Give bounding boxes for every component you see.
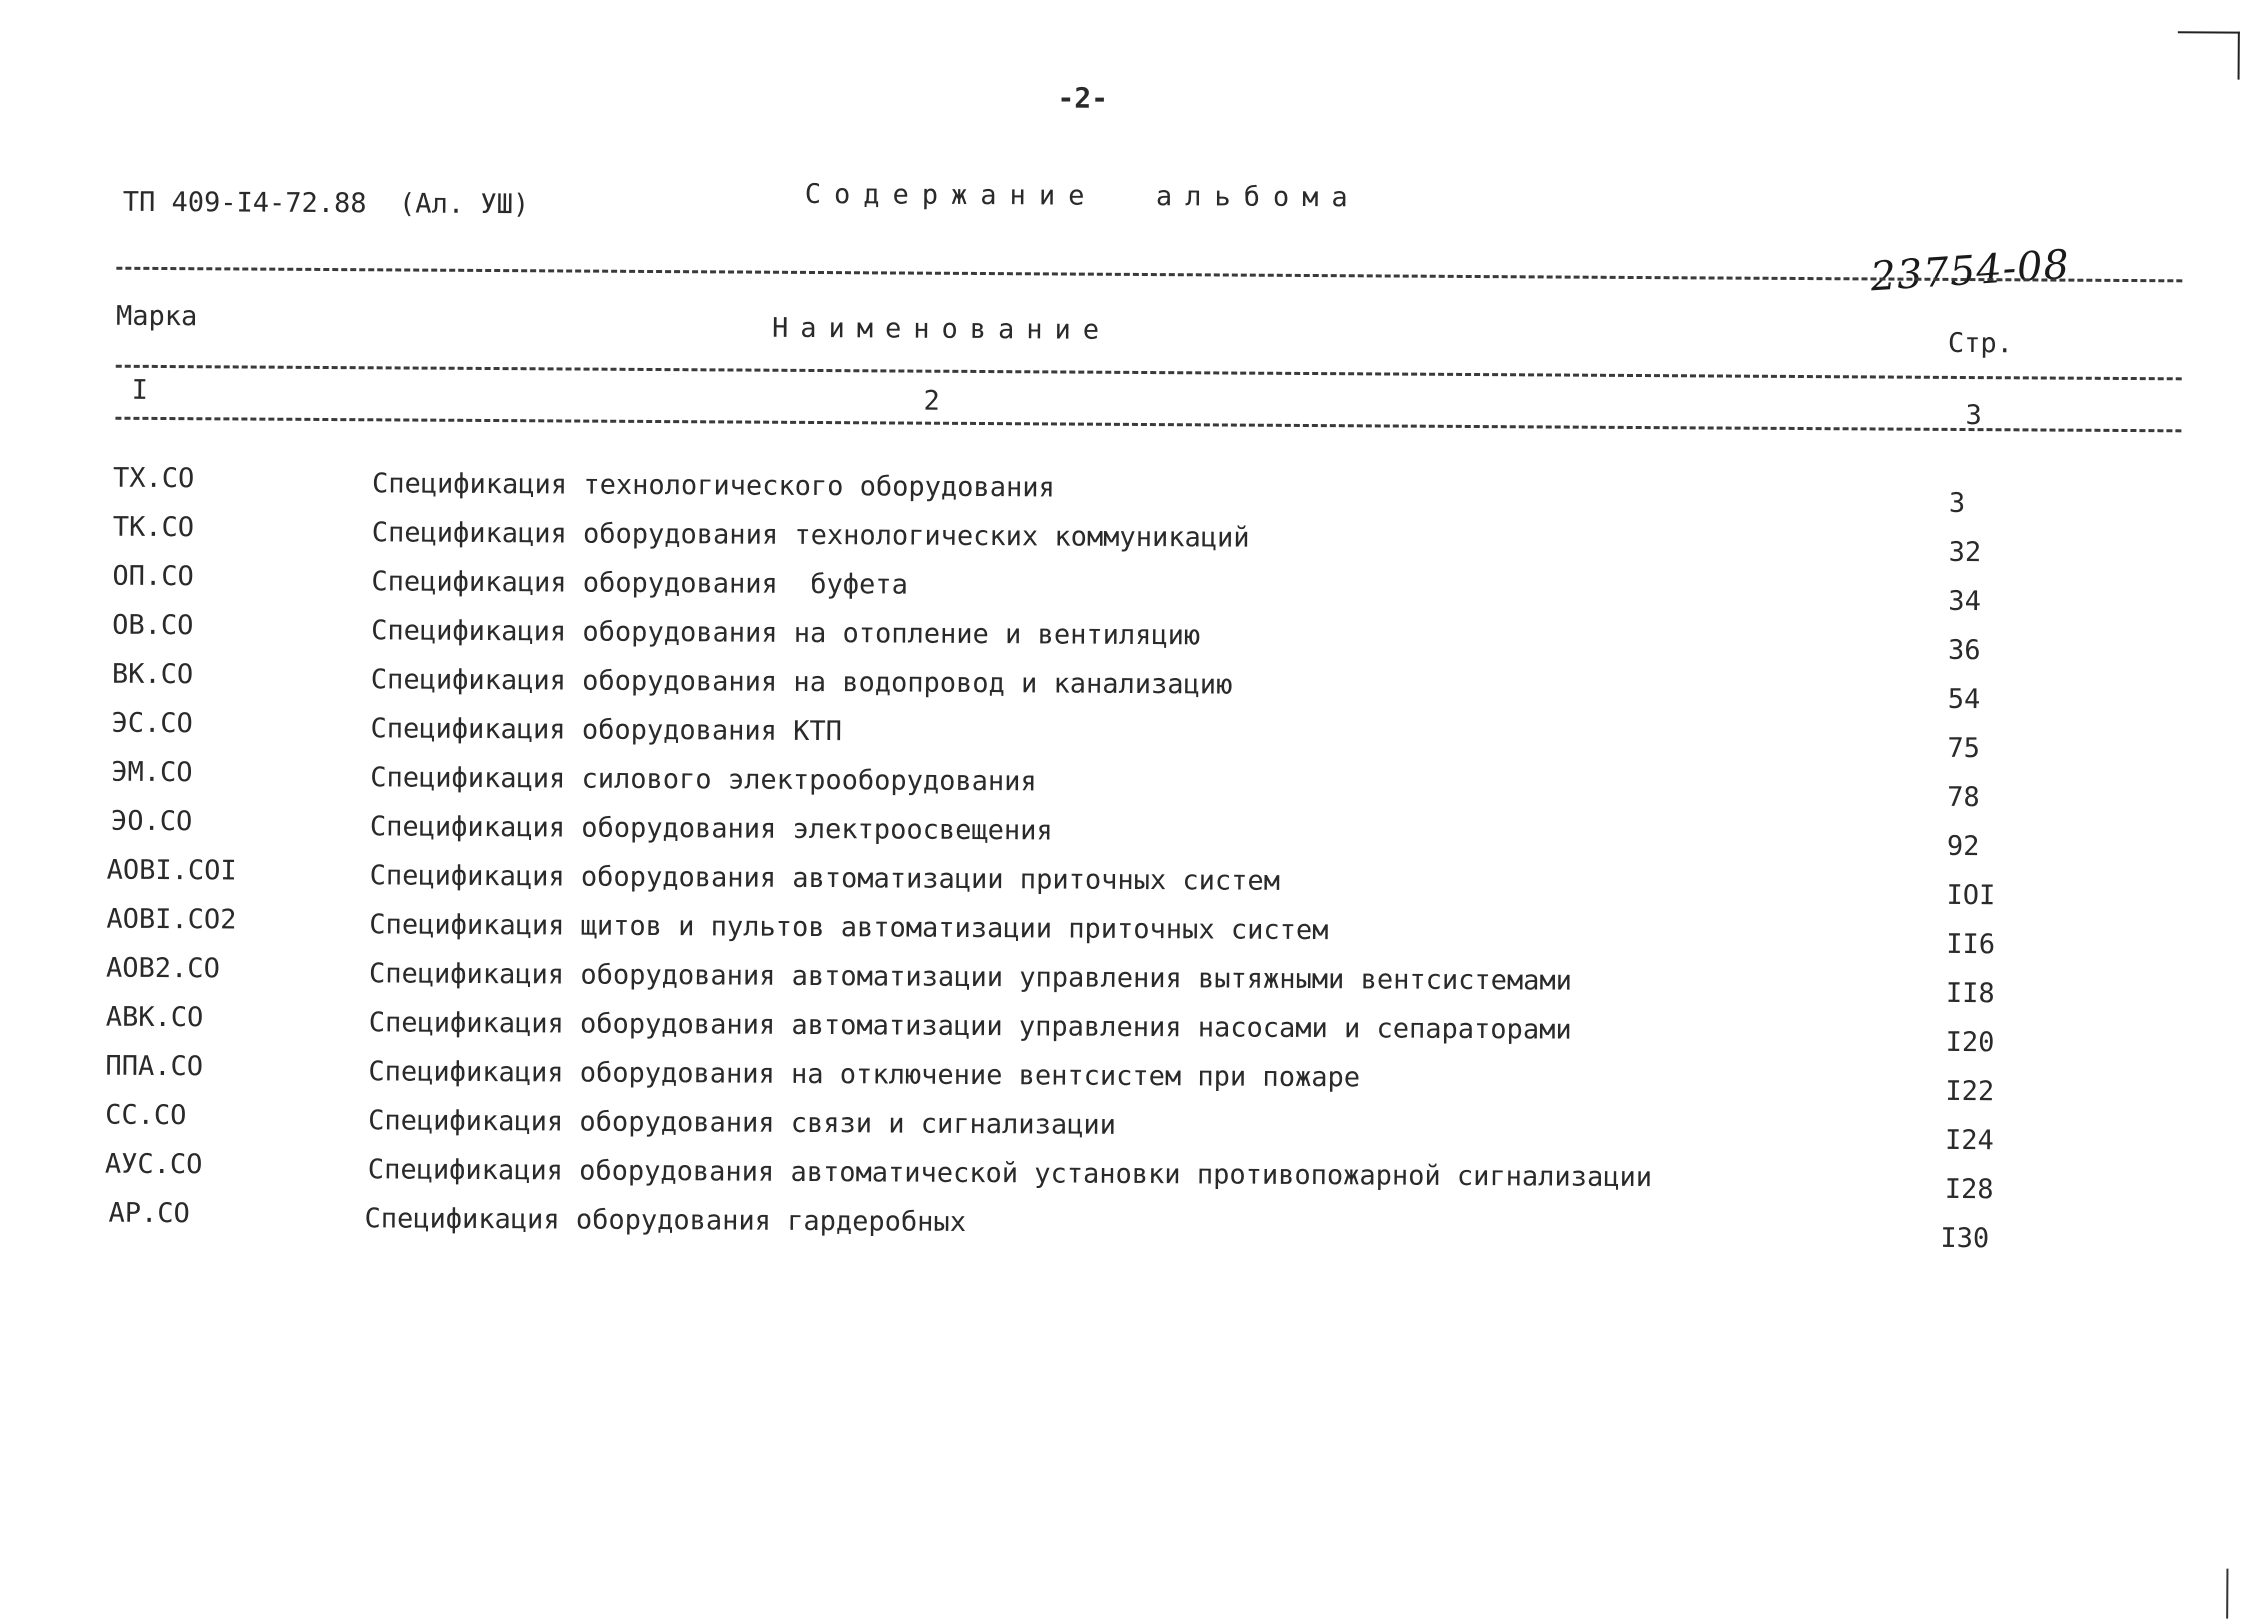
row-code: ТХ.СО xyxy=(112,462,195,495)
row-name: Спецификация оборудования электроосвещения xyxy=(369,811,1053,847)
row-page: 3 xyxy=(1948,487,1966,520)
row-name: Спецификация оборудования автоматизации управления вытяжными вентсистемами xyxy=(368,958,1573,997)
document-title: Содержание альбома xyxy=(804,178,1361,214)
row-code: АВК.СО xyxy=(105,1001,204,1034)
row-page: I24 xyxy=(1944,1124,1994,1157)
row-page: 92 xyxy=(1946,830,1980,863)
row-page: 36 xyxy=(1947,634,1981,667)
row-name: Спецификация оборудования гардеробных xyxy=(364,1203,967,1238)
row-code: ВК.СО xyxy=(111,658,194,691)
header-number-1: I xyxy=(131,374,148,406)
row-page: IOI xyxy=(1946,879,1996,912)
row-page: I30 xyxy=(1940,1222,1990,1255)
row-code: АОВI.СО2 xyxy=(106,903,237,936)
handwritten-number: 23754-08 xyxy=(1869,241,2072,301)
row-name: Спецификация оборудования технологических коммуникаций xyxy=(371,517,1250,554)
header-number-3: 3 xyxy=(1965,400,1982,432)
row-page: 78 xyxy=(1947,781,1980,814)
header-bottom-rule xyxy=(115,417,2181,433)
row-code: ТК.СО xyxy=(112,511,195,544)
page-number: -2- xyxy=(1057,81,1109,115)
row-page: 75 xyxy=(1947,732,1981,765)
row-page: I28 xyxy=(1944,1173,1994,1206)
row-code: АР.СО xyxy=(108,1197,190,1230)
row-name: Спецификация оборудования автоматизации приточных систем xyxy=(369,860,1281,897)
row-page: II6 xyxy=(1946,928,1996,961)
row-name: Спецификация технологического оборудования xyxy=(371,468,1055,504)
row-name: Спецификация оборудования на водопровод и канализацию xyxy=(370,664,1233,701)
row-page: 54 xyxy=(1947,683,1981,716)
corner-mark xyxy=(2178,31,2240,79)
row-page: I22 xyxy=(1945,1075,1995,1108)
header-divider-rule xyxy=(116,365,2182,381)
document-code: ТП 409-I4-72.88 (Ал. УШ) xyxy=(122,186,530,221)
header-number-2: 2 xyxy=(923,385,940,417)
row-code: АУС.СО xyxy=(104,1148,203,1181)
row-code: АОВ2.СО xyxy=(105,952,220,985)
row-code: ЭС.СО xyxy=(111,707,193,740)
row-page: 34 xyxy=(1948,585,1981,618)
row-page: I20 xyxy=(1945,1026,1995,1059)
row-name: Спецификация щитов и пультов автоматизации приточных систем xyxy=(369,909,1329,947)
row-page: II8 xyxy=(1945,977,1995,1010)
header-page: Стр. xyxy=(1947,327,2014,360)
row-name: Спецификация оборудования связи и сигнализации xyxy=(368,1105,1116,1141)
header-name: Наименование xyxy=(771,312,1112,346)
header-code: Марка xyxy=(115,300,198,333)
row-code: ППА.СО xyxy=(105,1050,204,1083)
row-name: Спецификация оборудования на отключение вентсистем при пожаре xyxy=(368,1056,1361,1094)
row-code: ОП.СО xyxy=(112,560,194,593)
row-name: Спецификация силового электрооборудования xyxy=(370,762,1037,798)
row-code: СС.СО xyxy=(105,1099,187,1132)
row-name: Спецификация оборудования автоматической установки противопожарной сигнализации xyxy=(367,1154,1653,1194)
row-code: ОВ.СО xyxy=(112,609,194,642)
row-name: Спецификация оборудования на отопление и вентиляцию xyxy=(371,615,1201,652)
row-code: АОВI.СОI xyxy=(106,854,237,887)
row-page: 32 xyxy=(1948,536,1982,569)
row-name: Спецификация оборудования буфета xyxy=(371,566,908,601)
row-code: ЭМ.СО xyxy=(111,756,193,789)
row-name: Спецификация оборудования автоматизации управления насосами и сепараторами xyxy=(368,1007,1572,1046)
row-code: ЭО.СО xyxy=(110,805,193,838)
edge-mark xyxy=(2226,1569,2228,1619)
row-name: Спецификация оборудования КТП xyxy=(370,713,843,748)
